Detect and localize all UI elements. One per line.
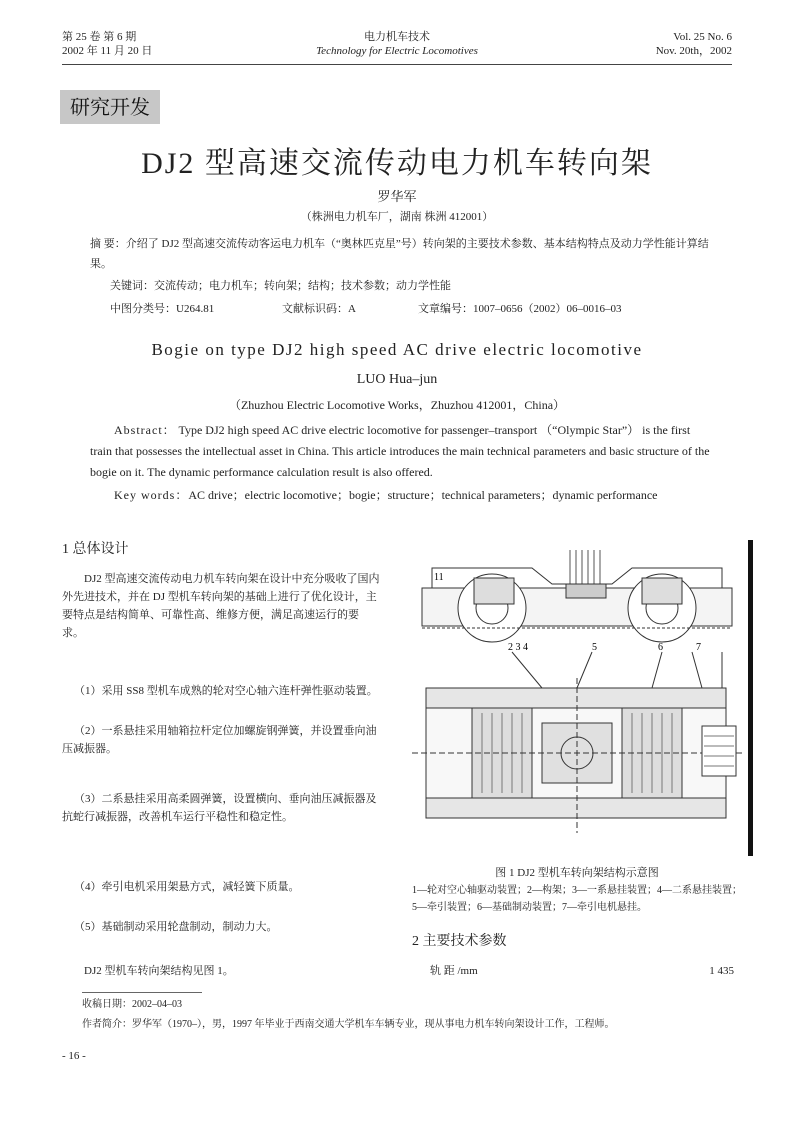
section-1-closing: DJ2 型机车转向架结构见图 1。 xyxy=(84,965,234,977)
keywords-en-label: Key words： xyxy=(114,488,189,502)
abstract-cn xyxy=(90,234,710,274)
received-date: 收稿日期：2002–04–03 xyxy=(82,999,182,1010)
section-1-item-1: （1）采用 SS8 型机车成熟的轮对空心轴六连杆弹性驱动装置。 xyxy=(74,685,378,697)
bogie-structure-figure xyxy=(412,548,742,848)
figure-legend: 1—轮对空心轴驱动装置；2—构架；3—一系悬挂装置；4—二系悬挂装置；5—牵引装置；6—基础制动装置；7—牵引电机悬挂。 xyxy=(412,885,742,913)
figure-label-5: 5 xyxy=(592,642,597,653)
section-2-heading: 2 主要技术参数 xyxy=(412,934,507,949)
figure-label-1: 11 xyxy=(434,572,444,583)
page-number: - 16 - xyxy=(62,1050,86,1062)
doc-code: 文献标识码：A xyxy=(282,303,356,315)
section-1-heading: 1 总体设计 xyxy=(62,542,129,557)
author-cn: 罗华军 xyxy=(377,189,417,204)
journal-title: 电力机车技术 Technology for Electric Locomotives xyxy=(316,31,478,57)
header-rule xyxy=(62,64,732,65)
abstract-cn-text: 介绍了 DJ2 型高速交流传动客运电力机车（“奥林匹克星”号）转向架的主要技术参数、基本结构特点及动力学性能计算结果。 xyxy=(90,238,709,270)
journal-volume-info-en: Vol. 25 No. 6 Nov. 20th，2002 xyxy=(655,31,732,57)
section-1-item-3: （3）二系悬挂采用高柔圆弹簧，设置横向、垂向油压减振器及抗蛇行减振器，改善机车运行平稳性和稳定性。 xyxy=(62,793,377,823)
figure-label-6: 6 xyxy=(658,642,663,653)
keywords-cn xyxy=(110,277,710,293)
abstract-cn-label: 摘 要： xyxy=(90,238,126,250)
author-bio: 作者简介：罗华军（1970–），男，1997 年毕业于西南交通大学机车车辆专业，现从事电力机车转向架设计工作，工程师。 xyxy=(82,1019,615,1030)
figure-label-2: 2 3 4 xyxy=(508,642,528,653)
section-1-item-5: （5）基础制动采用轮盘制动，制动力大。 xyxy=(74,921,278,933)
keywords-cn-label: 关键词： xyxy=(110,280,154,292)
abstract-en-label: Abstract： xyxy=(114,423,176,437)
figure-caption: 图 1 DJ2 型机车转向架结构示意图 xyxy=(495,867,659,879)
paper-title-en: Bogie on type DJ2 high speed AC drive electric locomotive xyxy=(151,340,643,359)
margin-bar xyxy=(748,540,753,856)
section-1-item-4: （4）牵引电机采用架悬方式，减轻簧下质量。 xyxy=(74,881,300,893)
section-tag: 研究开发 xyxy=(60,90,160,124)
figure-label-7: 7 xyxy=(696,642,701,653)
section-1-intro: DJ2 型高速交流传动电力机车转向架在设计中充分吸收了国内外先进技术，并在 DJ 型机车转向架的基础上进行了优化设计，主要特点是结构简单、可靠性高、维修方便，满足高速运行的要求。 xyxy=(62,573,380,639)
section-1-item-2: （2）一系悬挂采用轴箱拉杆定位加螺旋钢弹簧，并设置垂向油压减振器。 xyxy=(62,725,377,755)
keywords-en xyxy=(114,486,714,503)
abstract-en xyxy=(90,420,710,483)
abstract-en-text: Type DJ2 high speed AC drive electric locomotive for passenger–transport （“Olympic Star”） is the first train that possesses the intellectual asset in China. This article introduces the main technical parameters and basic structure of the bogie on it. The dynamic performance calculation result is also offered. xyxy=(90,423,710,479)
footnote-rule xyxy=(82,992,202,993)
affiliation-cn: （株洲电力机车厂，湖南 株洲 412001） xyxy=(300,211,494,223)
affiliation-en: （Zhuzhou Electric Locomotive Works，Zhuzhou 412001，China） xyxy=(228,398,566,412)
article-id: 文章编号：1007–0656（2002）06–0016–03 xyxy=(418,303,622,315)
author-en: LUO Hua–jun xyxy=(356,372,438,387)
paper-title-cn: DJ2 型高速交流传动电力机车转向架 xyxy=(141,147,653,180)
clc-number: 中图分类号：U264.81 xyxy=(110,303,215,315)
keywords-en-text: AC drive；electric locomotive；bogie；structure；technical parameters；dynamic performance xyxy=(188,488,658,502)
keywords-cn-text: 交流传动；电力机车；转向架；结构；技术参数；动力学性能 xyxy=(154,280,451,292)
param-gauge-value: 1 435 xyxy=(709,965,734,977)
param-gauge-label: 轨 距 /mm xyxy=(430,965,478,977)
journal-volume-info: 第 25 卷 第 6 期 2002 年 11 月 20 日 xyxy=(62,31,153,57)
